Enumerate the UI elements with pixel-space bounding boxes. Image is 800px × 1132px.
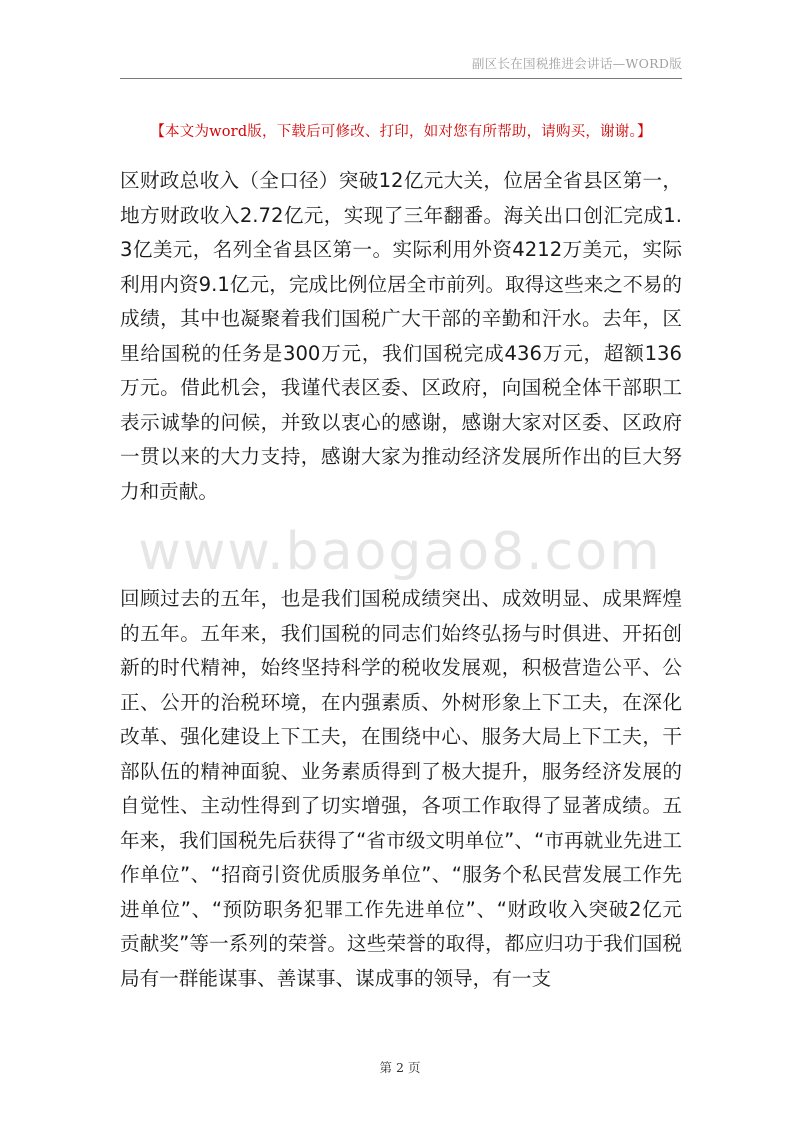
page-header bbox=[120, 52, 682, 79]
document-title: 副区长在国税推进会讲话—WORD版 bbox=[471, 56, 682, 71]
body-paragraph-1: 区财政总收入（全口径）突破12亿元大关，位居全省县区第一，地方财政收入2.72亿元，实现了三年翻番。海关出口创汇完成1.3亿美元，名列全省县区第一。实际利用外资4212万美元，实际利用内资9.1亿元，完成比例位居全市前列。取得这些来之不易的成绩，其中也凝聚着我们国税广大干部的辛勤和汗水。去年，区里给国税的任务是300万元，我们国税完成436万元，超额136万元。借此机会，我谨代表区委、区政府，向国税全体干部职工表示诚挚的问候，并致以衷心的感谢，感谢大家对区委、区政府一贯以来的大力支持，感谢大家为推动经济发展所作出的巨大努力和贡献。 bbox=[120, 169, 682, 503]
download-notice: 【本文为word版，下载后可修改、打印，如对您有所帮助，请购买，谢谢。】 bbox=[150, 124, 652, 140]
body-paragraph-2: 回顾过去的五年，也是我们国税成绩突出、成效明显、成果辉煌的五年。五年来，我们国税的同志们始终弘扬与时俱进、开拓创新的时代精神，始终坚持科学的税收发展观，积极营造公平、公正、公开的治税环境，在内强素质、外树形象上下工夫，在深化改革、强化建设上下工夫，在围绕中心、服务大局上下工夫，干部队伍的精神面貌、业务素质得到了极大提升，服务经济发展的自觉性、主动性得到了切实增强，各项工作取得了显著成绩。五年来，我们国税先后获得了“省市级文明单位”、“市再就业先进工作单位”、“招商引资优质服务单位”、“服务个私民营发展工作先进单位”、“预防职务犯罪工作先进单位”、“财政收入突破2亿元贡献奖”等一系列的荣誉。这些荣誉的取得，都应归功于我们国税局有一群能谋事、善谋事、谋成事的领导，有一支 bbox=[120, 587, 682, 990]
watermark-text: www.baogao8.com bbox=[138, 522, 662, 582]
page-number: 第 2 页 bbox=[379, 1060, 421, 1075]
